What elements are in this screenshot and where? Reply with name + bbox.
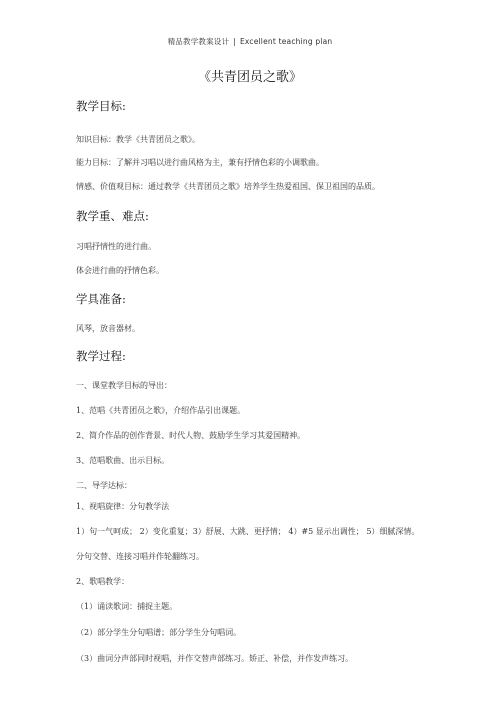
key-points-line-1: 习唱抒情性的进行曲。	[76, 242, 156, 251]
header-separator: |	[233, 37, 236, 46]
process-line-3: 2、简介作品的创作背景、时代人物、鼓励学生学习其爱国精神。	[76, 431, 306, 440]
section-heading-goals: 教学目标:	[76, 99, 126, 113]
process-line-8: 分句交替、连接习唱并作轮翻练习。	[76, 552, 204, 561]
process-line-2: 1、范唱《共青团员之歌》，介绍作品引出课题。	[76, 406, 246, 415]
process-line-9: 2、歌唱教学：	[76, 577, 130, 586]
process-line-11: （2）部分学生分句唱谱；部分学生分句唱词。	[76, 628, 242, 637]
goals-line-3: 情感、价值观目标：通过教学《共青团员之歌》培养学生热爱祖国、保卫祖国的品质。	[76, 182, 380, 191]
materials-line-1: 风琴，放音器材。	[76, 324, 140, 333]
header-left-text: 精品教学教案设计	[167, 37, 230, 46]
section-heading-process: 教学过程:	[76, 349, 126, 363]
goals-line-2: 能力目标：了解并习唱以进行曲风格为主，兼有抒情色彩的小调歌曲。	[76, 158, 324, 167]
process-line-10: （1）诵读歌词：捕捉主题。	[76, 602, 178, 611]
process-line-4: 3、范唱歌曲、出示目标。	[76, 456, 170, 465]
process-line-7: 1）句一气呵成； 2）变化重复；3）舒展、大跳、更抒情； 4）#5 显示出调性； 5）细腻深情。	[76, 527, 420, 536]
process-line-12: （3）曲词分声部同时视唱，并作交替声部练习。矫正、补偿，并作发声练习。	[76, 654, 354, 663]
section-heading-materials: 学具准备:	[76, 292, 126, 306]
page-header	[0, 36, 500, 47]
key-points-line-2: 体会进行曲的抒情色彩。	[76, 266, 164, 275]
document-title: 《共青团员之歌》	[197, 70, 302, 85]
process-line-5: 二、导学达标：	[76, 481, 132, 490]
section-heading-key-points: 教学重、难点:	[76, 209, 149, 223]
header-right-text: Excellent teaching plan	[239, 37, 333, 46]
process-line-1: 一、课堂教学目标的导出：	[76, 381, 172, 390]
process-line-6: 1、视唱旋律：分句教学法	[76, 502, 170, 511]
goals-line-1: 知识目标：教学《共青团员之歌》。	[76, 135, 200, 144]
